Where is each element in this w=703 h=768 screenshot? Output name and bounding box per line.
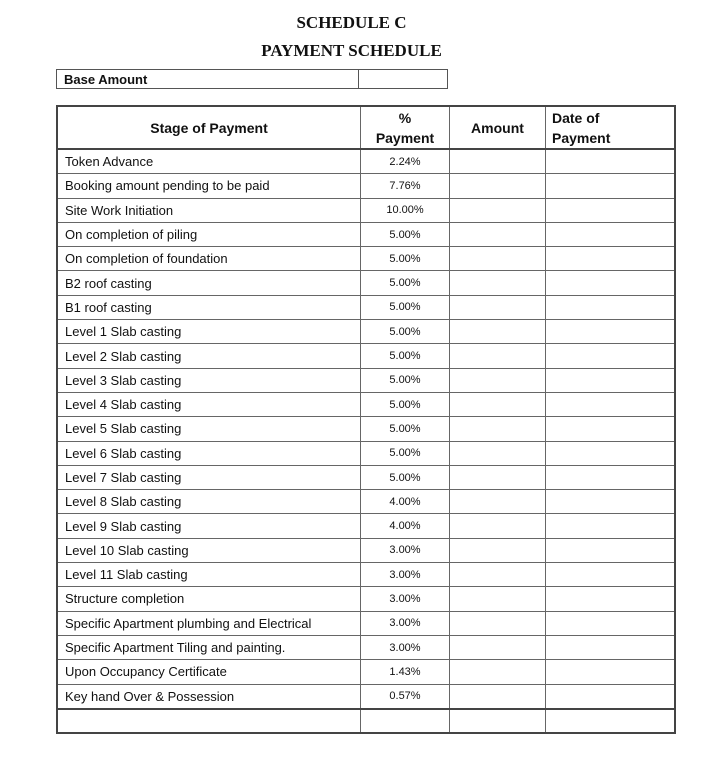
stage-cell: Level 2 Slab casting [57, 344, 361, 368]
stage-cell: On completion of foundation [57, 247, 361, 271]
percent-cell: 5.00% [361, 465, 450, 489]
table-row [57, 344, 675, 368]
table-row [57, 441, 675, 465]
percent-cell: 4.00% [361, 514, 450, 538]
date-cell[interactable] [546, 587, 676, 611]
stage-cell: Level 4 Slab casting [57, 392, 361, 416]
date-cell[interactable] [546, 417, 676, 441]
date-cell[interactable] [546, 441, 676, 465]
percent-cell: 7.76% [361, 174, 450, 198]
table-row [57, 465, 675, 489]
date-cell[interactable] [546, 611, 676, 635]
table-row [57, 392, 675, 416]
stage-cell: Token Advance [57, 149, 361, 174]
percent-cell: 5.00% [361, 441, 450, 465]
header-percent [361, 106, 450, 149]
stage-cell [57, 709, 361, 733]
stage-cell: Level 11 Slab casting [57, 563, 361, 587]
amount-cell[interactable] [450, 320, 546, 344]
stage-cell: Level 3 Slab casting [57, 368, 361, 392]
percent-cell: 5.00% [361, 320, 450, 344]
date-cell[interactable] [546, 198, 676, 222]
table-row [57, 538, 675, 562]
date-cell[interactable] [546, 635, 676, 659]
percent-cell: 5.00% [361, 247, 450, 271]
stage-cell: Level 6 Slab casting [57, 441, 361, 465]
amount-cell[interactable] [450, 611, 546, 635]
stage-cell: Key hand Over & Possession [57, 684, 361, 709]
table-row [57, 514, 675, 538]
date-cell[interactable] [546, 392, 676, 416]
amount-cell[interactable] [450, 368, 546, 392]
header-stage: Stage of Payment [57, 106, 361, 149]
amount-cell[interactable] [450, 538, 546, 562]
date-cell[interactable] [546, 514, 676, 538]
percent-cell: 5.00% [361, 417, 450, 441]
amount-cell[interactable] [450, 514, 546, 538]
base-amount-table [56, 69, 448, 89]
percent-cell: 3.00% [361, 635, 450, 659]
schedule-heading: SCHEDULE C [296, 13, 407, 32]
amount-cell[interactable] [450, 465, 546, 489]
stage-cell: Structure completion [57, 587, 361, 611]
base-amount-value[interactable] [359, 70, 448, 89]
percent-cell: 1.43% [361, 660, 450, 684]
stage-cell: On completion of piling [57, 222, 361, 246]
stage-cell: Upon Occupancy Certificate [57, 660, 361, 684]
table-row [57, 295, 675, 319]
header-percent-symbol: % [398, 109, 412, 126]
table-row [57, 635, 675, 659]
table-row [57, 247, 675, 271]
percent-cell: 5.00% [361, 344, 450, 368]
amount-cell[interactable] [450, 222, 546, 246]
stage-cell: Booking amount pending to be paid [57, 174, 361, 198]
stage-cell: Level 10 Slab casting [57, 538, 361, 562]
date-cell[interactable] [546, 222, 676, 246]
amount-cell[interactable] [450, 344, 546, 368]
amount-cell[interactable] [450, 684, 546, 709]
table-row [57, 587, 675, 611]
stage-cell: B1 roof casting [57, 295, 361, 319]
date-cell[interactable] [546, 538, 676, 562]
date-cell[interactable] [546, 563, 676, 587]
table-row [57, 174, 675, 198]
amount-cell[interactable] [450, 587, 546, 611]
stage-cell: B2 roof casting [57, 271, 361, 295]
amount-cell[interactable] [450, 149, 546, 174]
percent-cell: 3.00% [361, 563, 450, 587]
date-cell[interactable] [546, 368, 676, 392]
date-cell[interactable] [546, 271, 676, 295]
date-cell[interactable] [546, 295, 676, 319]
date-cell[interactable] [546, 684, 676, 709]
stage-cell: Site Work Initiation [57, 198, 361, 222]
payment-schedule-table [56, 105, 676, 734]
percent-cell [361, 709, 450, 733]
percent-cell: 3.00% [361, 587, 450, 611]
percent-cell: 5.00% [361, 295, 450, 319]
stage-cell: Level 9 Slab casting [57, 514, 361, 538]
date-cell[interactable] [546, 247, 676, 271]
percent-cell: 5.00% [361, 392, 450, 416]
date-cell[interactable] [546, 149, 676, 174]
amount-cell[interactable] [450, 392, 546, 416]
header-date [546, 106, 676, 149]
table-row [57, 368, 675, 392]
base-amount-row [57, 70, 448, 89]
amount-cell[interactable] [450, 490, 546, 514]
percent-cell: 0.57% [361, 684, 450, 709]
table-row [57, 563, 675, 587]
percent-cell: 3.00% [361, 611, 450, 635]
percent-cell: 3.00% [361, 538, 450, 562]
table-row [57, 320, 675, 344]
table-row [57, 660, 675, 684]
stage-cell: Specific Apartment plumbing and Electrical [57, 611, 361, 635]
percent-cell: 5.00% [361, 368, 450, 392]
table-body [57, 149, 675, 733]
percent-cell: 5.00% [361, 222, 450, 246]
table-row [57, 149, 675, 174]
date-cell[interactable] [546, 490, 676, 514]
date-cell[interactable] [546, 174, 676, 198]
date-cell[interactable] [546, 709, 676, 733]
amount-cell[interactable] [450, 635, 546, 659]
date-cell[interactable] [546, 660, 676, 684]
amount-cell[interactable] [450, 709, 546, 733]
header-amount: Amount [450, 106, 546, 149]
table-row [57, 611, 675, 635]
stage-cell: Level 1 Slab casting [57, 320, 361, 344]
stage-cell: Specific Apartment Tiling and painting. [57, 635, 361, 659]
percent-cell: 2.24% [361, 149, 450, 174]
table-row [57, 417, 675, 441]
table-header-row [57, 106, 675, 149]
percent-cell: 5.00% [361, 271, 450, 295]
table-row [57, 490, 675, 514]
table-row [57, 271, 675, 295]
date-cell[interactable] [546, 344, 676, 368]
stage-cell: Level 8 Slab casting [57, 490, 361, 514]
payment-schedule-title: PAYMENT SCHEDULE [261, 41, 442, 60]
date-cell[interactable] [546, 320, 676, 344]
header-date-line1: Date of [552, 109, 600, 126]
table-total-row [57, 709, 675, 733]
amount-cell[interactable] [450, 271, 546, 295]
table-row [57, 222, 675, 246]
date-cell[interactable] [546, 465, 676, 489]
base-amount-label: Base Amount [57, 70, 359, 89]
amount-cell[interactable] [450, 441, 546, 465]
stage-cell: Level 5 Slab casting [57, 417, 361, 441]
amount-cell[interactable] [450, 295, 546, 319]
header-date-line2: Payment [552, 129, 611, 146]
table-row [57, 198, 675, 222]
percent-cell: 4.00% [361, 490, 450, 514]
amount-cell[interactable] [450, 417, 546, 441]
amount-cell[interactable] [450, 247, 546, 271]
header-percent-label: Payment [375, 129, 435, 146]
table-row [57, 684, 675, 709]
percent-cell: 10.00% [361, 198, 450, 222]
amount-cell[interactable] [450, 660, 546, 684]
stage-cell: Level 7 Slab casting [57, 465, 361, 489]
amount-cell[interactable] [450, 563, 546, 587]
amount-cell[interactable] [450, 198, 546, 222]
amount-cell[interactable] [450, 174, 546, 198]
